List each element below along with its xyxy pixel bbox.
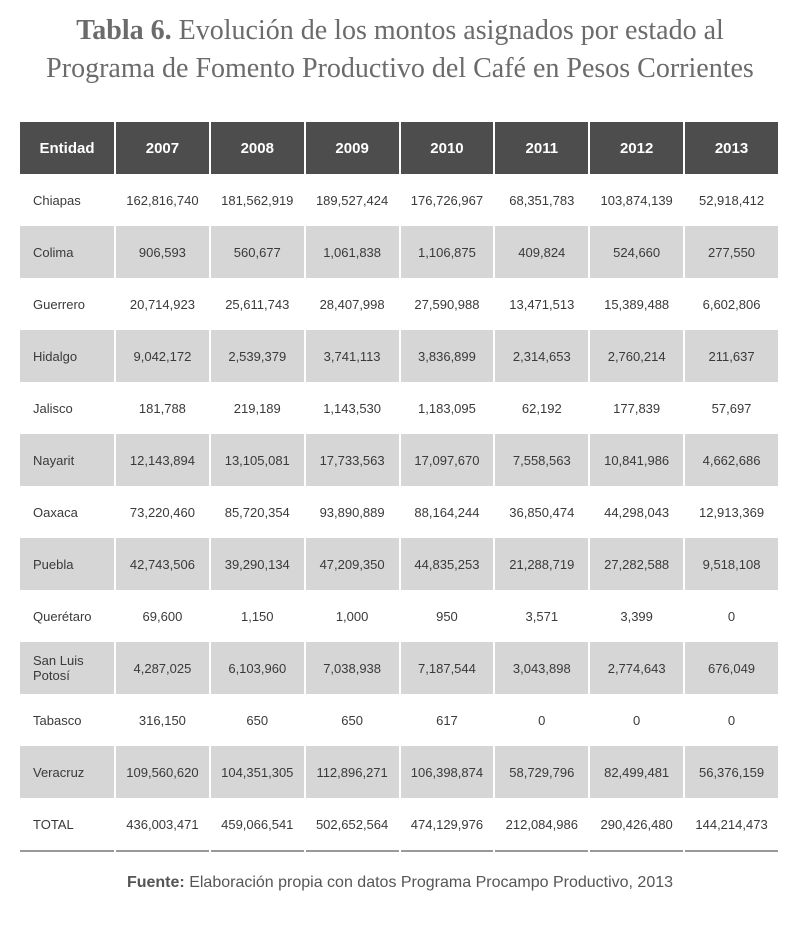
table-row (20, 486, 778, 538)
value-cell: 189,527,424 (315, 192, 389, 208)
value-cell: 7,558,563 (495, 434, 588, 486)
value-cell: 144,214,473 (685, 798, 778, 852)
value-cell: 73,220,460 (129, 504, 195, 520)
value-cell: 650 (246, 712, 269, 728)
value-cell: 6,602,806 (702, 296, 761, 312)
table-header (20, 122, 778, 174)
value-cell: 1,106,875 (401, 226, 494, 278)
value-cell: 21,288,719 (495, 538, 588, 590)
value-cell: 85,720,354 (224, 504, 290, 520)
value-cell: 7,187,544 (401, 642, 494, 694)
title-line-2: Programa de Fomento Productivo del Café en Pesos Corrientes (46, 53, 754, 84)
value-cell: 617 (436, 712, 458, 728)
value-cell: 17,733,563 (306, 434, 399, 486)
value-cell: 906,593 (116, 226, 209, 278)
value-cell: 82,499,481 (590, 746, 683, 798)
value-cell: 0 (727, 608, 736, 624)
entity-cell: Tabasco (33, 712, 82, 728)
table-row (20, 174, 778, 226)
value-cell: 13,471,513 (509, 296, 575, 312)
value-cell: 25,611,743 (225, 296, 290, 312)
value-cell: 106,398,874 (401, 746, 494, 798)
table-row (20, 694, 778, 746)
value-cell: 181,788 (138, 400, 186, 416)
value-cell: 1,000 (335, 608, 369, 624)
table-title (0, 12, 800, 88)
value-cell: 3,043,898 (495, 642, 588, 694)
value-cell: 0 (727, 712, 736, 728)
value-cell: 69,600 (142, 608, 183, 624)
entity-cell: Guerrero (33, 296, 86, 312)
value-cell: 52,918,412 (698, 192, 765, 208)
value-cell: 2,539,379 (211, 330, 304, 382)
value-cell: 93,890,889 (319, 504, 385, 520)
value-cell: 177,839 (613, 400, 661, 416)
table-row (20, 538, 778, 590)
entity-cell: Hidalgo (20, 330, 114, 382)
value-cell: 47,209,350 (306, 538, 399, 590)
value-cell: 212,084,986 (495, 798, 588, 852)
value-cell: 676,049 (685, 642, 778, 694)
value-cell: 502,652,564 (306, 798, 399, 852)
value-cell: 9,518,108 (685, 538, 778, 590)
table-row (20, 278, 778, 330)
value-cell: 103,874,139 (600, 192, 673, 208)
header-cell: 2012 (590, 122, 683, 174)
value-cell: 436,003,471 (116, 798, 209, 852)
value-cell: 650 (341, 712, 363, 728)
header-row (20, 122, 778, 174)
table-row (20, 226, 778, 278)
value-cell: 3,836,899 (401, 330, 494, 382)
value-cell: 58,729,796 (495, 746, 588, 798)
value-cell: 20,714,923 (129, 296, 195, 312)
entity-cell: Puebla (20, 538, 114, 590)
value-cell: 28,407,998 (319, 296, 385, 312)
value-cell: 44,298,043 (604, 504, 670, 520)
value-cell: 88,164,244 (414, 504, 480, 520)
entity-cell: Nayarit (20, 434, 114, 486)
value-cell: 17,097,670 (401, 434, 494, 486)
value-cell: 9,042,172 (116, 330, 209, 382)
title-line-1 (0, 12, 800, 50)
header-cell: 2010 (401, 122, 494, 174)
title-rest: Evolución de los montos asignados por estado al (178, 15, 724, 46)
value-cell: 42,743,506 (116, 538, 209, 590)
value-cell: 2,774,643 (590, 642, 683, 694)
value-cell: 219,189 (233, 400, 281, 416)
source-note (0, 874, 800, 892)
value-cell: 3,399 (620, 608, 653, 624)
header-cell: 2009 (306, 122, 399, 174)
header-cell: 2013 (685, 122, 778, 174)
header-cell: 2008 (211, 122, 304, 174)
entity-cell: Chiapas (33, 192, 81, 208)
value-cell: 39,290,134 (211, 538, 304, 590)
entity-cell: San Luis Potosí (20, 642, 114, 694)
value-cell: 68,351,783 (509, 192, 575, 208)
value-cell: 1,183,095 (418, 400, 476, 416)
value-cell: 27,282,588 (590, 538, 683, 590)
value-cell: 6,103,960 (211, 642, 304, 694)
table-row (20, 590, 778, 642)
entity-cell: Colima (20, 226, 114, 278)
table-row (20, 434, 778, 486)
table-row (20, 642, 778, 694)
value-cell: 409,824 (495, 226, 588, 278)
value-cell: 316,150 (138, 712, 186, 728)
value-cell: 474,129,976 (401, 798, 494, 852)
value-cell: 2,760,214 (590, 330, 683, 382)
value-cell: 2,314,653 (495, 330, 588, 382)
value-cell: 13,105,081 (211, 434, 304, 486)
value-cell: 7,038,938 (306, 642, 399, 694)
value-cell: 12,913,369 (698, 504, 765, 520)
value-cell: 36,850,474 (509, 504, 575, 520)
value-cell: 277,550 (685, 226, 778, 278)
value-cell: 3,741,113 (306, 330, 399, 382)
source-text: Elaboración propia con datos Programa Procampo Productivo, 2013 (189, 874, 674, 891)
value-cell: 181,562,919 (221, 192, 294, 208)
value-cell: 112,896,271 (306, 746, 399, 798)
source-label: Fuente: (126, 874, 185, 891)
value-cell: 10,841,986 (590, 434, 683, 486)
value-cell: 211,637 (685, 330, 778, 382)
value-cell: 15,389,488 (604, 296, 670, 312)
value-cell: 44,835,253 (401, 538, 494, 590)
value-cell: 12,143,894 (116, 434, 209, 486)
value-cell: 56,376,159 (685, 746, 778, 798)
value-cell: 4,287,025 (116, 642, 209, 694)
value-cell: 109,560,620 (116, 746, 209, 798)
entity-cell: Querétaro (33, 608, 92, 624)
header-cell: 2011 (495, 122, 588, 174)
value-cell: 459,066,541 (211, 798, 304, 852)
table-body (20, 174, 778, 852)
value-cell: 560,677 (211, 226, 304, 278)
value-cell: 290,426,480 (590, 798, 683, 852)
value-cell: 62,192 (521, 400, 562, 416)
value-cell: 104,351,305 (211, 746, 304, 798)
total-row (20, 798, 778, 852)
value-cell: 176,726,967 (410, 192, 484, 208)
data-table (18, 122, 780, 852)
value-cell: 4,662,686 (685, 434, 778, 486)
value-cell: 162,816,740 (126, 192, 199, 208)
title-lead: Tabla 6. (76, 15, 172, 46)
value-cell: 0 (633, 712, 641, 728)
value-cell: 524,660 (590, 226, 683, 278)
value-cell: 1,150 (240, 608, 274, 624)
table-row (20, 746, 778, 798)
value-cell: 27,590,988 (414, 296, 480, 312)
table-row (20, 382, 778, 434)
header-cell: Entidad (20, 122, 114, 174)
header-cell: 2007 (116, 122, 209, 174)
entity-cell: Jalisco (33, 400, 73, 416)
value-cell: 0 (538, 712, 546, 728)
value-cell: 1,061,838 (306, 226, 399, 278)
value-cell: 57,697 (711, 400, 752, 416)
value-cell: 950 (436, 608, 458, 624)
entity-cell: Oaxaca (33, 504, 78, 520)
table-row (20, 330, 778, 382)
entity-cell: TOTAL (20, 798, 114, 852)
entity-cell: Veracruz (20, 746, 114, 798)
value-cell: 3,571 (525, 608, 559, 624)
value-cell: 1,143,530 (323, 400, 382, 416)
